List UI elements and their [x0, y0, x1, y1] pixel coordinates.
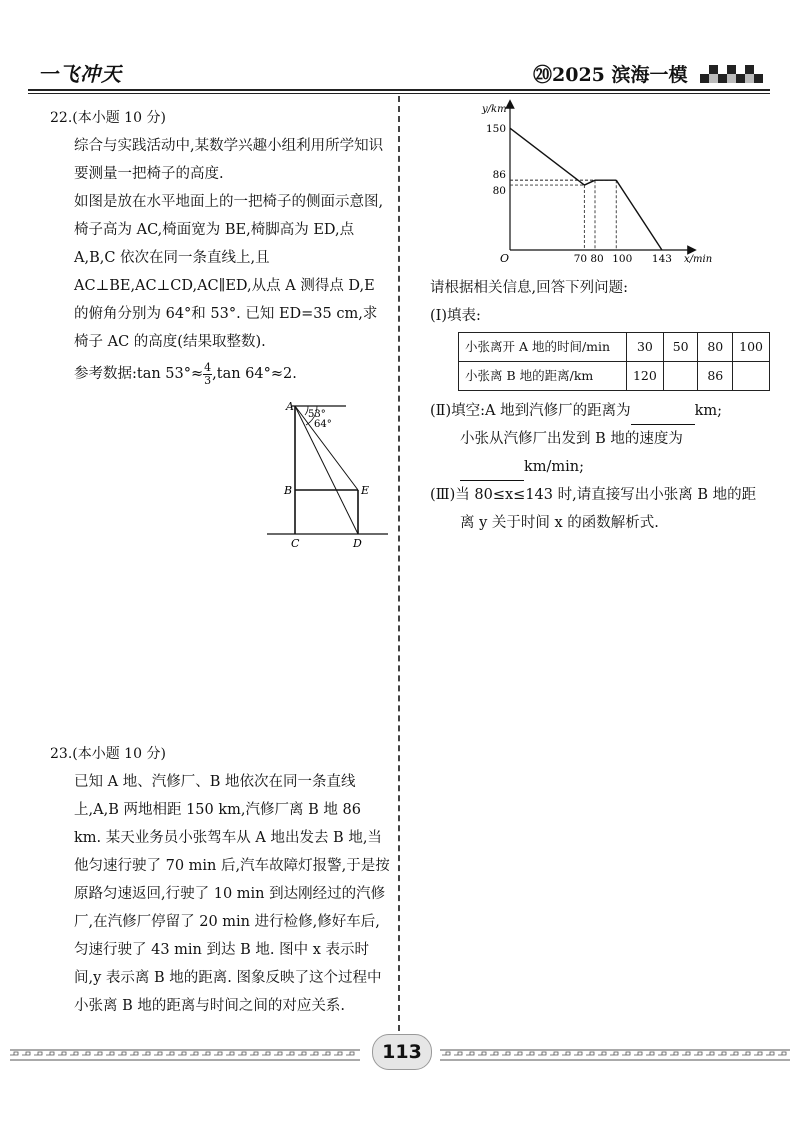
table-cell: 120	[626, 362, 663, 391]
ref-tail: ,tan 64°≈2.	[212, 366, 297, 382]
q22-reference	[50, 360, 390, 388]
blank-cell[interactable]	[663, 362, 698, 391]
question-22	[50, 104, 390, 388]
table-cell: 50	[663, 333, 698, 362]
ref-fraction	[203, 362, 212, 387]
part2-a-unit: km;	[694, 403, 723, 419]
y-axis-label: y/km	[482, 104, 507, 115]
series-segment	[510, 128, 584, 185]
angle-53: 53°	[308, 409, 326, 420]
blank-cell[interactable]	[733, 362, 770, 391]
fill-table	[458, 332, 770, 391]
x-tick-label: 80	[590, 253, 604, 265]
y-tick-label: 150	[485, 123, 506, 136]
part2-b-text: 小张从汽修厂出发到 B 地的速度为	[460, 431, 683, 447]
header-rule-thin	[28, 93, 770, 94]
part3: (Ⅲ)当 80≤x≤143 时,请直接写出小张离 B 地的距离 y 关于时间 x 的函数解析式.	[430, 487, 757, 531]
table-row	[459, 362, 770, 391]
distance-time-chart	[470, 98, 713, 270]
table-cell: 30	[626, 333, 663, 362]
chair-figure	[262, 395, 392, 555]
q23-parts	[430, 274, 770, 537]
q22-title: 22.(本小题 10 分)	[50, 110, 166, 126]
part2-b	[430, 425, 770, 453]
part2-a-text: (Ⅱ)填空:A 地到汽修厂的距离为	[430, 403, 631, 419]
q23-title: 23.(本小题 10 分)	[50, 746, 166, 762]
q22-body: 如图是放在水平地面上的一把椅子的侧面示意图,椅子高为 AC,椅面宽为 BE,椅脚高为 ED,点 A,B,C 依次在同一条直线上,且 AC⊥BE,AC⊥CD,AC∥ED,从点 A 测得点 D,E 的俯角分别为 64°和 53°. 已知 ED=35 cm,求椅子 AC 的高度(结果取整数).	[74, 194, 384, 350]
row1-label: 小张离开 A 地的时间/min	[459, 333, 627, 362]
row2-label: 小张离 B 地的距离/km	[459, 362, 627, 391]
ref-num: 4	[204, 360, 212, 374]
edition-title: ⑳2025 滨海一模	[533, 64, 688, 86]
part2-b-unit: km/min;	[524, 459, 585, 475]
ref-label: 参考数据:tan 53°≈	[74, 366, 204, 382]
header-rule	[28, 89, 770, 91]
table-cell: 100	[733, 333, 770, 362]
column-divider	[398, 96, 400, 1031]
q22-intro: 综合与实践活动中,某数学兴趣小组利用所学知识要测量一把椅子的高度.	[74, 138, 384, 182]
question-23	[50, 740, 390, 1020]
checker-decoration	[700, 60, 770, 88]
part2-a	[430, 397, 770, 425]
x-tick-label: 70	[573, 253, 588, 265]
label-E: E	[361, 484, 370, 497]
page-number: 113	[372, 1034, 432, 1070]
angle-64: 64°	[314, 419, 332, 430]
table-cell: 80	[698, 333, 733, 362]
y-tick-label: 86	[492, 169, 506, 182]
part1-label: (Ⅰ)填表:	[430, 308, 481, 324]
ref-den: 3	[204, 373, 212, 387]
x-axis-label: x/min	[684, 254, 713, 265]
answer-blank[interactable]	[631, 410, 695, 425]
x-tick-label: 100	[612, 253, 633, 265]
label-C: C	[291, 537, 300, 550]
label-B: B	[284, 484, 293, 497]
prompt-text: 请根据相关信息,回答下列问题:	[430, 280, 628, 296]
label-A: A	[286, 400, 294, 413]
part2-b-answer	[430, 453, 770, 481]
x-tick-label: 143	[651, 253, 672, 265]
table-row	[459, 333, 770, 362]
label-D: D	[353, 537, 362, 550]
y-tick-label: 80	[492, 185, 506, 198]
brand-logo: 一飞冲天	[38, 62, 122, 86]
series-segment	[616, 180, 662, 250]
answer-blank[interactable]	[460, 466, 524, 481]
q23-body: 已知 A 地、汽修厂、B 地依次在同一条直线上,A,B 两地相距 150 km,汽修厂离 B 地 86 km. 某天业务员小张驾车从 A 地出发去 B 地,当他匀速行驶了 70 min 后,汽车故障灯报警,于是按原路匀速返回,行驶了 10 min 到达刚经过的汽修厂,在汽修厂停留了 20 min 进行检修,修好车后,匀速行驶了 43 min 到达 B 地. 图中 x 表示时间,y 表示离 B 地的距离. 图象反映了这个过程中小张离 B 地的距离与时间之间的对应关系.	[74, 774, 390, 1014]
origin-label: O	[500, 252, 510, 265]
table-cell: 86	[698, 362, 733, 391]
series-segment	[584, 180, 595, 185]
